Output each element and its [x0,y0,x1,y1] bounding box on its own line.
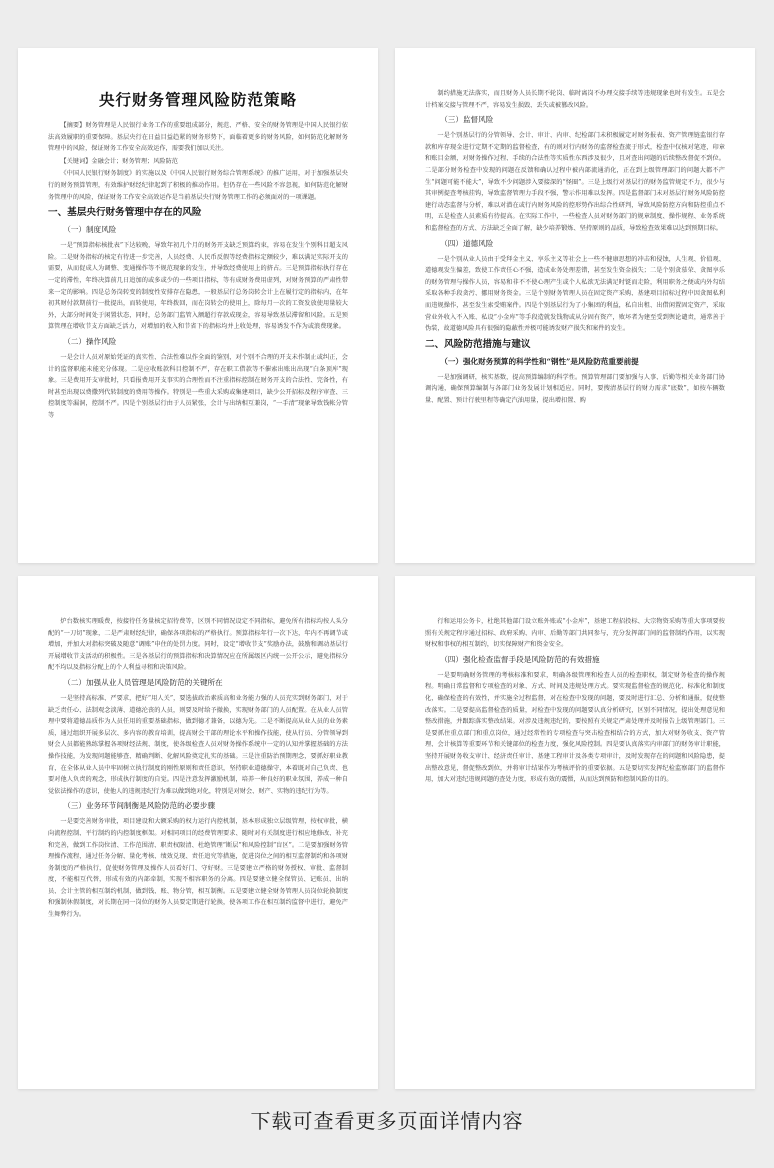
paragraph: 一是个别从业人员由于受拜金主义、享乐主义等社会上一些不健康思想的冲击和侵蚀，人生观、价值观、道德观发生偏差，致使工作责任心不强，造成业务处理差错，甚至发生资金损失；二是个别贪慕荣、贪图享乐的财务管理与操作人员，容易和非不不使心理产生或个人私欲无法满足时铤而走险，利用职务之便或内外勾结采取各种手段贪污、挪用财务资金。三是个别财务管理人员在固定资产采购、基建项目招标过程中因贪图私利而违规操作，甚至发生索受贿案件。四是个别基层行为了小集团的利益，私自出租、出借闲置固定资产，采取营业外收入不入账、私设“小金库”等手段造就发钱物或从分固有资产，败坏者为建至受到舆论谴责，通常善于伪装，故道德风险具有很强的隐蔽性并极可能诱发财产损失和案件的发生。 [425,255,725,333]
paragraph: 【摘要】财务管理是人民银行业务工作的重要组成部分，规范、严格、安全的财务管理是中国人民银行依法高效履职的重要保障。基层央行在日益目益趋紧的财务形势下，面临着更多的财务风险，如何防范化解财务管理中的风险，保证财务工作安全高效运作，需要我们加以关注。 [48,122,348,153]
page-body [425,616,725,786]
subsection-heading: （三）监督风险 [440,115,494,125]
subsection-heading: （一）强化财务预算的科学性和“钢性”是风险防范重要前提 [440,356,639,366]
subsection-heading: （二）加强从业人员管理是风险防范的关键所在 [63,677,223,687]
page-body [48,120,348,421]
paragraph: 《中国人民银行财务制度》的实施以及《中国人民银行财务综合管理系统》的推广运用，对于加强基层央行的财务预算管理，有效维护财经纪律起到了积极的推动作用。但仍存在一些风险不容忽视，如何防范化解财务管理中的风险，保证财务工作安全高效运作是当前基层央行财务管理工作的必须面对的一项课题。 [48,170,348,201]
paragraph: 【关键词】金融会计；财务管理；风险防范 [60,157,178,165]
section-heading: 一、基层央行财务管理中存在的风险 [48,207,202,219]
download-more-note[interactable]: 下载可查看更多页面详情内容 [250,1109,524,1133]
paragraph: 炉台数核实理暖费，按接待任务量核定招待费等，区别不同情况设定不同指标，避免所有指标均按人头分配的“一刀切”现象，二是严肃财经纪律，确保各项指标的严格执行。预算指标年行一次下达，年内不再调节或增加，并加大对指标突破及随意“调账”申住的处罚力度。同时，设定“增收节支”奖励办法，鼓励和调动基层行开展增收节支活动的积极性。三是各基层行的预算指标和决算情况应在所属级区内统一公开公示，避免指标分配不均以及指标分配上的个人利益寻租和决策风险。 [48,618,348,672]
subsection-heading: （二）操作风险 [63,336,117,346]
paragraph: 一是会计人员对原始凭证的真实性、合法性难以作全面的鉴别，对个别不合理的开支未作制止或纠正，会计的监督职能未能充分体现。二是应收账款科目控制不严，存在职工借款等不催索出账出出现“白条顶库”现象。三是费用开支审批时，只看报费用开支事实的合理性而不注重指标控制在财务开支的合法性、完备性，有时甚至出现以费撒列代转制度的费用等操作。特别是一些重大采购或集建项目，缺少公开招标及程序审查、三控制度等漏洞，控制不严。四是个别基层行由于人员紧张，会计与出纳相互兼岗，“一手清”现象导致钱帐分管等 [48,353,348,419]
paragraph: 一是加强调研，核实基数，提高预算编制的科学性。预算管理部门要加强与人事、后勤等相关业务部门协调沟通，确保预算编制与各部门业务发展计划相适应。同时，要搜清基层行的财力需求“底数”，如按车辆数量、配置、预计行驶里程等确定汽油用量，提出增扣置、购 [425,373,725,404]
subsection-heading: （四）道德风险 [440,238,494,248]
section-heading: 二、风险防范措施与建议 [425,338,531,350]
paragraph: 一是“预算指标核批表”下达较晚，导致年初几个月的财务开支缺乏预算约束，容易在发生个别科目超支风险。二是财务指标的核定有待进一步完善，人员经费、人民币反假等经费指标定额较少，难以满足实际开支的需要，从而促成人为调整、变通操作等不规范现象的发生，并导致经费使用上的挤占。三是预算指标执行存在一定的滞性，年终决算前几日追加的或多或少的一些项目指标，等有成财务费用虚列，对财务预算的严肃性带来一定的影响。四是总务岗转变的制度性安排存在隐患，一般基层行总务岗转会计上在履行定的指标内，在年初其财付款期前行一批提出，而转使用，年终拨回，而在岗转会的使用上，除每月一次的工资发放使用量较大外，大部分时间处于闲置状态，同时，总务部门监管入额超行存款成现金，容易导致基层滞留和风险。五是预算管理在增收节支方面缺乏活力，对增加的收入和节省下的指标均并上收处理，容易诱发不作为或浪费现象。 [48,242,348,331]
document-page-3 [18,576,378,1089]
paragraph: 一是坚持高标准、严要求，把好“用人关”，要选拔政治素质高和业务能力强的人员充实到财务部门，对于缺乏责任心、法制观念淡薄、道德沦丧的人员，则要及时给予撤换，实现财务部门的人员配置。在从业人员管理中要将道德品质作为人员任用的重要基础指标，做到德才兼备，以德为先。二是不断提高从业人员的业务素质，通过组织开展多层次、多内容的教育培训，提高财会干部的理论水平和操作技能，使从行员、分管领导到财会人员都能熟练掌握各项财经法规、制度，使各级检查人员对财务操作系统中一定的认知并掌握基础的方法操作技能，为发现问题能够查、精确判断、化解风险奠定扎实的基础。三是注重防治预期理念，要抓好职业教育，在全体从业人员中牢固树立执行制度的刚性原则和责任意识，坚持职业道德操守，本着既对自己负责、也要对他人负责的观念，形成执行制度的自觉。四是注意发挥激励机制，培养一种良好的职业氛围，养成一种自觉依法操作的意识，使他人的违规违纪行为难以做到绝对化，特别是对财会、财产、实物的违纪行为等。 [48,694,348,795]
page-body [48,616,348,921]
page-body [425,88,725,406]
document-title: 央行财务管理风险防范策略 [98,90,297,109]
paragraph: 一是要明确财务管理的考核标准和要求，明确各级管理和检查人员的检查职权，制定财务检查的操作规程。明确日常监督和专项检查的对象、方式、时间及违规处理方式。要实现监督检查的规范化、标准化和制度化，确保检查的有效性，并实施全过程监督，对在检查中发现的问题，要及时进行汇总、分析和通报，促使整改落实。二是要提高监督检查的质量，对检查中发现的问题要认真分析研究，区别不同情况，提出处理意见和整改措施，并跟踪落实整改结果。对涉及违规违纪的，要按照有关规定严肃处理并及时报告上级管理部门。三是要抓住重点部门和重点岗位，通过经常性的专项检查与突击检查相结合的方式，加大对财务收支、资产管理、会计核算等重要环节和关键部位的检查力度，强化风险控制。四是要认真落实内审部门的财务审计职能，坚持开展财务收支审计、经济责任审计、基建工程审计及各类专项审计，及时发现存在的问题和风险隐患，提出整改意见，督促整改到位，并将审计结果作为考核评价的重要依据。五是要切实发挥纪检监察部门的监督作用，加大对违纪违规问题的查处力度，形成有效的震慑，从而达到预防和控制风险的目的。 [425,671,725,784]
paragraph: 行和运用公务卡，杜绝其他部门设立账外账或“小金库”，基建工程招投标、大宗物资采购等重大事项要按照有关规定程序通过招标、政府采购、内审、后勤等部门共同参与，充分发挥部门间的监督制约作用，以实现财权和事权的相互制约，切实保障财产和资金安全。 [425,618,725,649]
paragraph: 制约措施无法落实，而且财务人员长期不轮岗、临时离岗不办理交接手续等违规现象也时有发生。五是会计档案交接与管理不严，容易发生损毁、丢失或被篡改风险。 [425,90,725,109]
subsection-heading: （三）业务环节间制衡是风险防范的必要步骤 [63,801,216,811]
paragraph: 一是个别基层行的分管领导、会计、审计、内审、纪检部门未积极履定对财务报表、资产管理链监银行存款和库存现金进行定期不定期的监督检查，有的则对行内财务的监督检查流于形式，检查中仅核对笔迹，印章和账目金额，对财务操作过程、手续的合法性等实质性东西涉及很少，且对查出问题的后续整改督促不到位。二是部分财务检查中发现的问题在反馈和确认过程中被内部流通消化，正在到上级管理部门的问题大都不产生“问题可能不能大”，导致不少问题涉入要接深的“怪圈”。三是上级行对基层行的财务监管规定不力，很少与其审例提查考核挂钩，导致监督管理力手段不强，警示作用难以发挥。四是监督部门未对基层行财务风险防控建行动态监督与分析，难以对潜在或行内财务风险的控形势作出综合性研判，导致风险防控方向和防控重点不明，五是检查人员素质有待提高。在实际工作中，一些检查人员对财务部门的规章制度、操作规程、业务系统和监督检查的方式、方法缺乏全面了解，缺少培养锻炼、坚持原则的品质，导致检查效果难以达到预期目标。 [425,132,725,232]
subsection-heading: （一）制度风险 [63,225,117,235]
subsection-heading: （四）强化检查监督手段是风险防范的有效措施 [440,654,600,664]
paragraph: 一是要完善财务审批，项目建设和大额采购的权力运行内控机制，基本形成独立层级管理，按权审批，横向流程控制、平行制约的内控制度框架。对相同项目的经费管理要求、随时对有关制度进行相应地修改、补充和完善，做到工作岗位清、工作范围清、职责权限清、杜绝管理“断层”和风险控制“盲区”。二是要加强财务管理操作流程，通过任务分解、量化考核、绩效兑现、责任追究等措施，促进岗位之间的相互监督制约和各项财务制度的严格执行，促使财务管理及操作人员看好门、守好财。三是要建立严格的财务授权、审批、监督制度，不能相互代替，形成有效的内部牵制，实现不相容职务的分离。四是要建立健全保管员、记账员、出纳员、会计主管的相互制约机制，做到钱、账、物分管，相互制衡。五是要建立健全财务管理人员岗位轮换制度和强制休假制度，对长期在同一岗位的财务人员要定期进行轮换，使各项工作在相互制约监督中进行，避免产生舞弊行为。 [48,818,348,919]
document-page-4 [395,576,755,1089]
document-page-1 [18,48,378,563]
document-page-2 [395,48,755,563]
